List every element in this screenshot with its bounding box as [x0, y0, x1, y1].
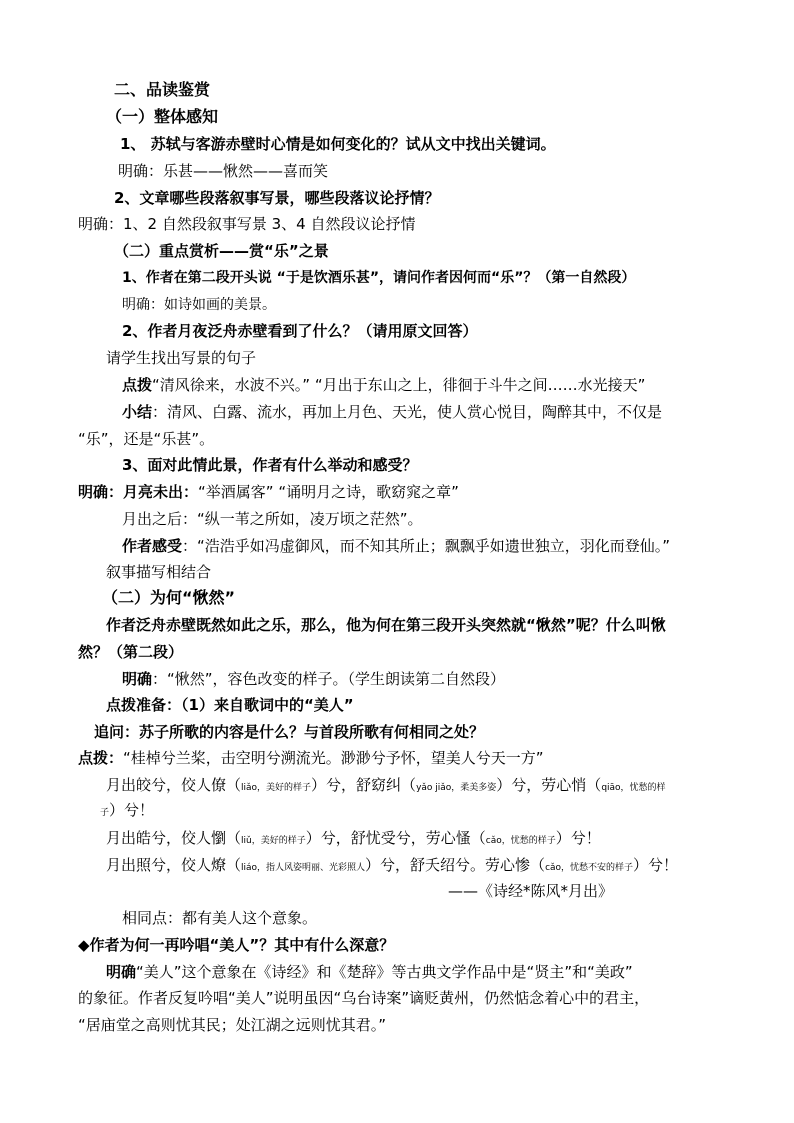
- section-heading: 二、品读鉴赏: [114, 80, 211, 99]
- answer-7-label: 明确: [106, 963, 137, 981]
- answer-7-line-1: [106, 961, 633, 983]
- poem-text: ）兮，舒忧受兮，劳心慅（: [305, 829, 486, 847]
- question-6-line-1: 作者泛舟赤壁既然如此之乐，那么，他为何在第三段开头突然就“愀然”呢？什么叫愀: [106, 616, 666, 634]
- answer-5-text: “举酒属客” “诵明月之诗，歌窈窕之章”: [198, 483, 459, 501]
- poem-annotation: liáo，指人风姿明丽、光彩照人: [241, 863, 366, 873]
- answer-5-line-2: 月出之后：“纵一苇之所如，凌万顷之茫然”。: [122, 510, 423, 528]
- author-feeling-text: ：“浩浩乎如冯虚御风，而不知其所止；飘飘乎如遗世独立，羽化而登仙。”: [182, 537, 671, 555]
- author-feeling-line: [122, 535, 670, 557]
- poem-source: ——《诗经*陈风*月出》: [448, 882, 614, 900]
- poem-stanza-1-end: [100, 799, 154, 824]
- answer-3: 明确：如诗如画的美景。: [122, 297, 276, 313]
- narration-note: 叙事描写相结合: [106, 563, 212, 581]
- hint-lyric-label: 点拨：: [78, 749, 124, 767]
- answer-6-label: 明确: [122, 670, 153, 688]
- poem-annotation: qiāo，忧愁的样: [601, 783, 666, 793]
- question-4: 2、作者月夜泛舟赤壁看到了什么？（请用原文回答）: [122, 322, 478, 340]
- common-point: 相同点：都有美人这个意象。: [122, 909, 318, 927]
- poem-annotation: yǎo jiǎo，柔美多姿: [416, 783, 497, 793]
- poem-text: 月出照兮，佼人燎（: [106, 856, 242, 874]
- hint-prep-line: 点拨准备：（1）来自歌词中的“美人”: [106, 696, 354, 714]
- question-5: 3、面对此情此景，作者有什么举动和感受？: [122, 456, 418, 474]
- answer-5-label: 明确：月亮未出：: [78, 483, 199, 501]
- poem-text: 月出皓兮，佼人懰（: [106, 829, 242, 847]
- hint-text: “清风徐来，水波不兴。” “月出于东山之上，徘徊于斗牛之间……水光接天”: [152, 376, 646, 394]
- poem-text: ）兮，舒夭绍兮。劳心惨（: [365, 856, 546, 874]
- subsection-heading-3: （二）为何“愀然”: [102, 588, 236, 607]
- poem-annotation: 子: [100, 808, 110, 818]
- poem-stanza-3: [106, 854, 678, 879]
- answer-6-text: ：“愀然”，容色改变的样子。（学生朗读第二自然段）: [152, 670, 506, 688]
- subsection-heading-2: （二）重点赏析——赏“乐”之景: [114, 242, 329, 260]
- question-1: 1、 苏轼与客游赤壁时心情是如何变化的？试从文中找出关键词。: [120, 135, 556, 153]
- question-7: ◆作者为何一再吟唱“美人”？其中有什么深意？: [78, 936, 395, 954]
- answer-7-text: “美人”这个意象在《诗经》和《楚辞》等古典文学作品中是“贤主”和“美政”: [136, 963, 633, 981]
- poem-annotation: liǔ，美好的样子: [241, 836, 306, 846]
- follow-up-question: 追问：苏子所歌的内容是什么？与首段所歌有何相同之处？: [94, 723, 485, 741]
- poem-annotation: liǎo，美好的样子: [241, 783, 312, 793]
- summary-continued: “乐”，还是“乐甚”。: [78, 430, 215, 448]
- hint-lyric-text: “桂棹兮兰桨，击空明兮溯流光。渺渺兮予怀，望美人兮天一方”: [123, 749, 544, 767]
- author-feeling-label: 作者感受: [122, 537, 183, 555]
- poem-annotation: cǎo，忧愁的样子: [485, 836, 556, 846]
- hint-label: 点拨: [122, 376, 153, 394]
- hint-lyric-line: [78, 747, 544, 769]
- poem-stanza-2: [106, 827, 601, 852]
- summary-text: ：清风、白露、流水，再加上月色、天光，使人赏心悦目，陶醉其中，不仅是: [152, 403, 663, 421]
- poem-annotation: cǎo，忧愁不安的样子: [545, 863, 634, 873]
- question-6-line-2: 然？（第二段）: [78, 643, 184, 661]
- subsection-heading: （一）整体感知: [106, 107, 219, 126]
- poem-text: ）兮，舒窈纠（: [311, 776, 417, 794]
- answer-7-line-2: 的象征。作者反复吟唱“美人”说明虽因“乌台诗案”谪贬黄州，仍然惦念着心中的君主，: [78, 989, 650, 1007]
- answer-2: 明确：1、2 自然段叙事写景 3、4 自然段议论抒情: [78, 215, 416, 233]
- answer-1: 明确：乐甚——愀然——喜而笑: [118, 162, 329, 180]
- summary-line: [122, 401, 662, 423]
- question-2: 2、文章哪些段落叙事写景，哪些段落议论抒情？: [114, 189, 440, 207]
- answer-6-line: [122, 668, 505, 690]
- poem-text: ）兮！: [633, 856, 679, 874]
- poem-text: ）兮，劳心悄（: [496, 776, 602, 794]
- instruction-line: 请学生找出写景的句子: [106, 349, 257, 367]
- summary-label: 小结: [122, 403, 153, 421]
- hint-line: [122, 374, 645, 396]
- poem-stanza-1: [106, 774, 666, 799]
- poem-text: ）兮！: [555, 829, 601, 847]
- poem-text: 月出皎兮，佼人僚（: [106, 776, 242, 794]
- answer-7-line-3: “居庙堂之高则忧其民；处江湖之远则忧其君。”: [78, 1016, 387, 1034]
- poem-text: ）兮！: [109, 801, 155, 819]
- question-3: 1、作者在第二段开头说 “于是饮酒乐甚”，请问作者因何而“乐”？（第一自然段）: [122, 270, 636, 286]
- answer-5-line-1: [78, 481, 459, 503]
